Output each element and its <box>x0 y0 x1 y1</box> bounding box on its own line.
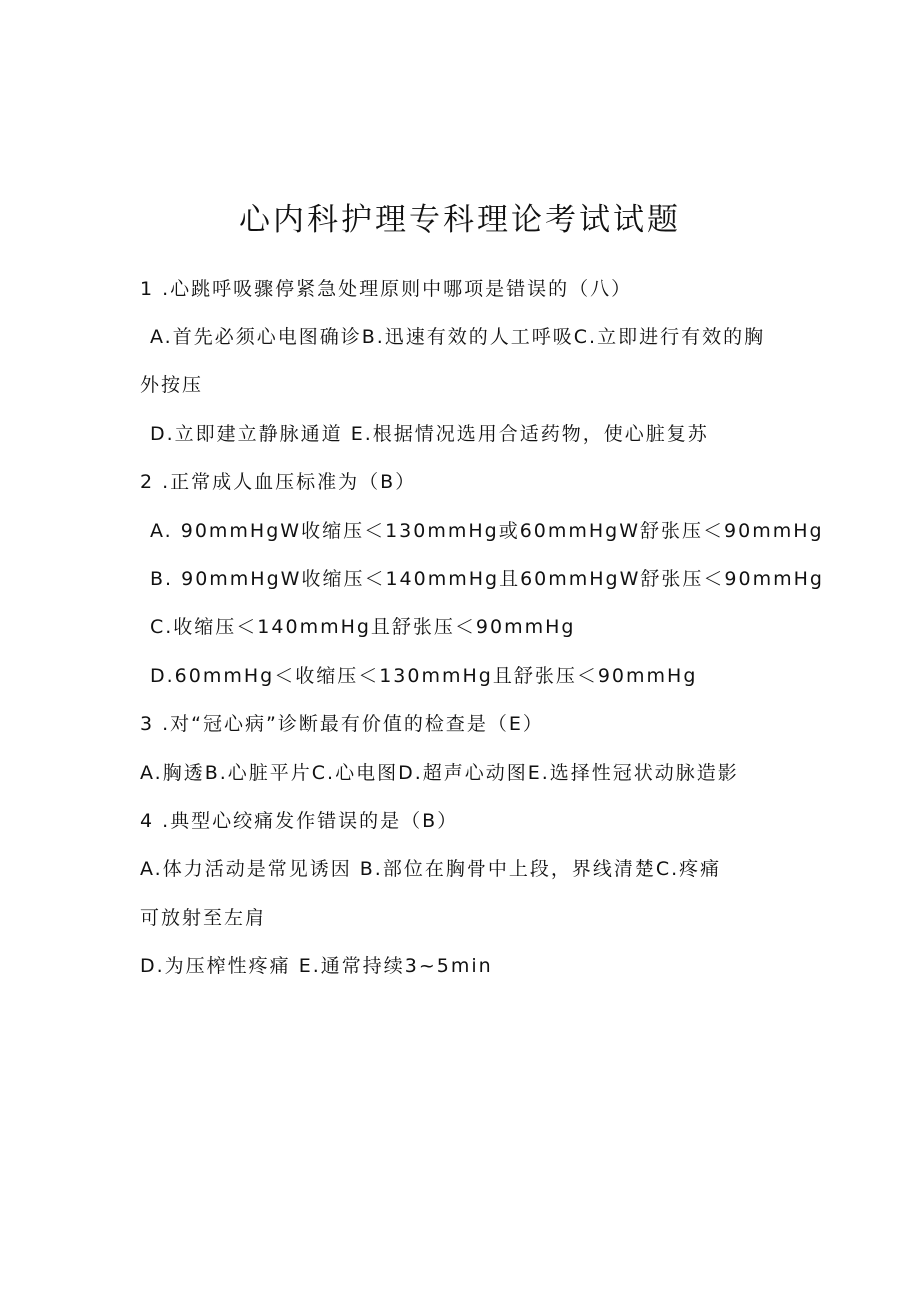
question-2-option-b: B. 90mmHgW收缩压＜140mmHg且60mmHgW舒张压＜90mmHg <box>150 568 824 590</box>
question-2: 2 .正常成人血压标准为（B） <box>140 471 417 493</box>
question-1: 1 .心跳呼吸骤停紧急处理原则中哪项是错误的（八） <box>140 278 633 300</box>
question-4-options-line-3: D.为压榨性疼痛 E.通常持续3~5min <box>140 955 493 977</box>
question-2-option-a: A. 90mmHgW收缩压＜130mmHg或60mmHgW舒张压＜90mmHg <box>150 520 824 542</box>
question-2-option-d: D.60mmHg＜收缩压＜130mmHg且舒张压＜90mmHg <box>150 665 698 687</box>
question-4-options-line-1: A.体力活动是常见诱因 B.部位在胸骨中上段，界线清楚C.疼痛 <box>140 858 722 880</box>
page-title: 心内科护理专科理论考试试题 <box>239 202 681 238</box>
question-2-option-c: C.收缩压＜140mmHg且舒张压＜90mmHg <box>150 616 576 638</box>
question-1-options-line-3: D.立即建立静脉通道 E.根据情况选用合适药物，使心脏复苏 <box>150 423 709 445</box>
question-1-options-line-1: A.首先必须心电图确诊B.迅速有效的人工呼吸C.立即进行有效的胸 <box>150 326 766 348</box>
question-4-options-line-2: 可放射至左肩 <box>140 907 267 929</box>
question-4: 4 .典型心绞痛发作错误的是（B） <box>140 810 459 832</box>
question-3: 3 .对“冠心病”诊断最有价值的检查是（E） <box>140 713 544 735</box>
question-3-options: A.胸透B.心脏平片C.心电图D.超声心动图E.选择性冠状动脉造影 <box>140 762 739 784</box>
question-1-options-line-2: 外按压 <box>140 374 204 396</box>
